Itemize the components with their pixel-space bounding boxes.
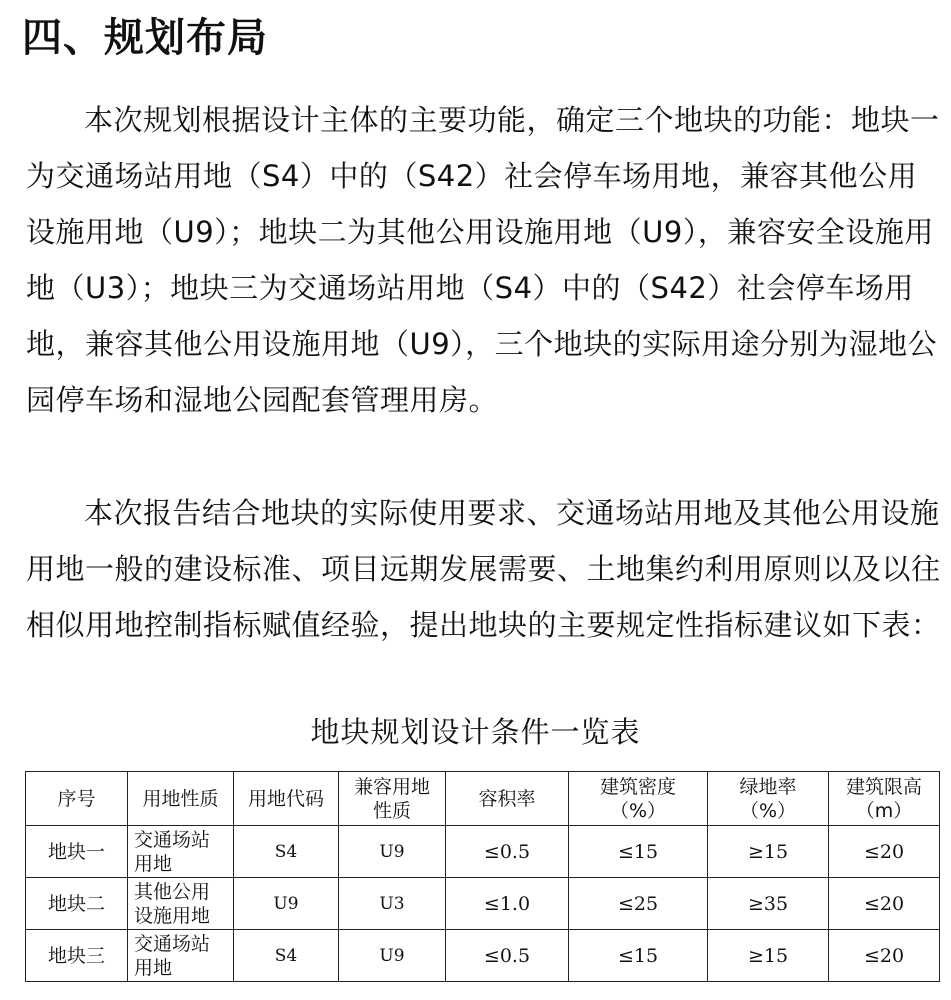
- table-caption: 地块规划设计条件一览表: [310, 715, 641, 749]
- cell-code: S4: [234, 826, 339, 878]
- header-far: 容积率: [446, 772, 569, 826]
- table-header-row: [26, 772, 940, 826]
- cell-compatible: U3: [339, 878, 446, 930]
- cell-far: ≤0.5: [446, 826, 569, 878]
- cell-far: ≤0.5: [446, 930, 569, 982]
- cell-density: ≤15: [569, 930, 708, 982]
- cell-far: ≤1.0: [446, 878, 569, 930]
- cell-green: ≥15: [708, 930, 829, 982]
- cell-seq: 地块一: [26, 826, 128, 878]
- cell-code: U9: [234, 878, 339, 930]
- cell-compatible: U9: [339, 826, 446, 878]
- header-height: 建筑限高 （m）: [829, 772, 940, 826]
- paragraph-land-use: 本次规划根据设计主体的主要功能，确定三个地块的功能：地块一为交通场站用地（S4）中的（S42）社会停车场用地，兼容其他公用设施用地（U9）；地块二为其他公用设施用地（U9），兼容安全设施用地（U3）；地块三为交通场站用地（S4）中的（S42）社会停车场用地，兼容其他公用设施用地（U9），三个地块的实际用途分别为湿地公园停车场和湿地公园配套管理用房。: [26, 103, 940, 417]
- header-green: 绿地率 （%）: [708, 772, 829, 826]
- cell-code: S4: [234, 930, 339, 982]
- cell-nature: 其他公用 设施用地: [128, 878, 234, 930]
- header-land-nature: 用地性质: [128, 772, 234, 826]
- cell-seq: 地块三: [26, 930, 128, 982]
- cell-green: ≥35: [708, 878, 829, 930]
- cell-density: ≤25: [569, 878, 708, 930]
- cell-nature: 交通场站 用地: [128, 826, 234, 878]
- cell-height: ≤20: [829, 826, 940, 878]
- table-row: [26, 930, 940, 982]
- cell-green: ≥15: [708, 826, 829, 878]
- header-density: 建筑密度 （%）: [569, 772, 708, 826]
- section-heading: 四、规划布局: [22, 15, 268, 61]
- cell-height: ≤20: [829, 930, 940, 982]
- paragraph-indicators: 本次报告结合地块的实际使用要求、交通场站用地及其他公用设施用地一般的建设标准、项目远期发展需要、土地集约利用原则以及以往相似用地控制指标赋值经验，提出地块的主要规定性指标建议如下表：: [26, 496, 941, 642]
- cell-density: ≤15: [569, 826, 708, 878]
- table-row: [26, 826, 940, 878]
- header-compatible: 兼容用地 性质: [339, 772, 446, 826]
- table-row: [26, 878, 940, 930]
- planning-conditions-table: [25, 771, 940, 982]
- header-land-code: 用地代码: [234, 772, 339, 826]
- cell-seq: 地块二: [26, 878, 128, 930]
- cell-height: ≤20: [829, 878, 940, 930]
- cell-nature: 交通场站 用地: [128, 930, 234, 982]
- cell-compatible: U9: [339, 930, 446, 982]
- header-seq: 序号: [26, 772, 128, 826]
